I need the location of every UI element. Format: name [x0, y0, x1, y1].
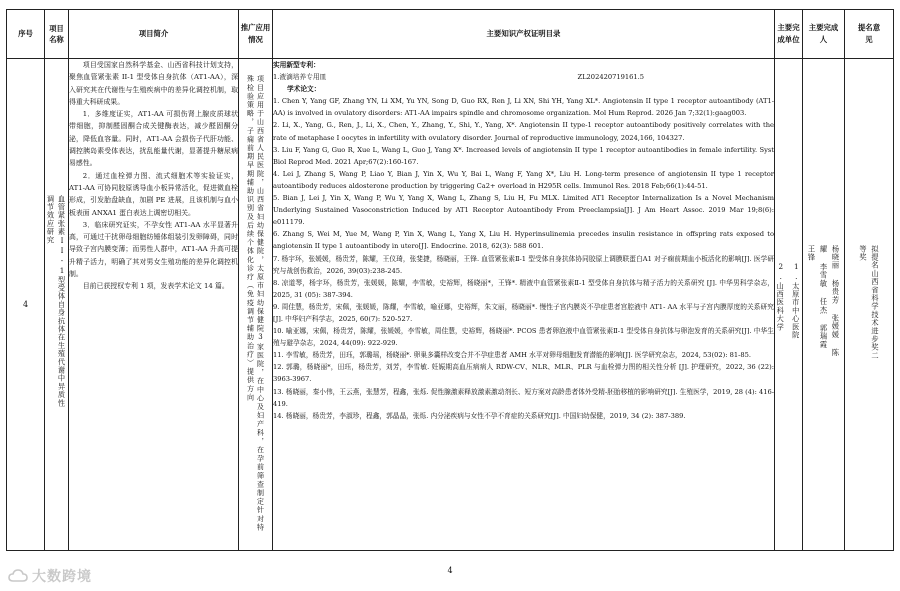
unit-1: 1.太原市中心医院 [791, 261, 801, 339]
paper-item: 14. 杨晓丽，杨贵芳，李淑珍，程鑫，郭晶晶，张烁. 内分泌疾病与女性不孕不育症的关系研究[J]. 中国妇幼保健，2019, 34 (2): 387-389. [273, 411, 686, 420]
patent-heading: 实用新型专利： [273, 61, 320, 69]
cloud-logo-icon [8, 569, 28, 583]
achievement-table [6, 9, 894, 551]
paper-item: 9. 周佳慧，杨贵芳，宋佩，张媛媛，陈耀，李雪敏，喻亚娜，史裕辉，朱文丽，杨晓丽*. 慢性子宫内膜炎不孕症患者宫腔液中 AT1- AA 水平与子宫内膜厚度的关系研究[J]. 中华妇产科学志，2025, 60(7): 520-527. [273, 302, 774, 323]
intro-paragraph: 3．临床研究证实，不孕女性 AT1-AA 水平显著升高，可通过干扰卵母细胞纺锤体组装引发卵障碍，同时导致子宫内膜变薄；而男性人群中，AT1-AA 升高可提升精子活力，明确了其对男女生殖功能的差异化调控机制。 [69, 220, 238, 279]
paper-item: 7. 杨宇环，张媛媛，杨贵芳，陈耀，王仪琦，张斐捷，杨晓丽，王锋. 血管紧张素Ⅱ-1 型受体自身抗体协同胶原上调膜联蛋白A1 对子痫前期血小板活化的影响[J]. 医学研究与战创伤救治，2026, 39(03):238-245. [273, 254, 774, 275]
paper-item: 3. Liu F, Yang G, Guo R, Xue L, Wang L, Guo J, Yang X*. Increased levels of angiotensin II type 1 receptor autoantibodies in female infertility. Syst Biol Reprod Med. 2021 Apr;67(2):160-167. [273, 145, 774, 166]
unit-2: 2.山西医科大学 [776, 261, 786, 331]
project-name: 血管紧张素II-1型受体自身抗体在生殖代谢中异质性调节效应研究 [46, 194, 67, 407]
patent-number: ZL202420719161.5 [577, 73, 644, 82]
header-person: 主要完成人 [803, 10, 845, 59]
patent-title: 1.液滴培养专用皿 [273, 73, 327, 82]
paper-item: 10. 喻亚娜，宋佩，杨贵芳，陈耀，张媛媛，李雪敏，周佳慧，史裕辉，杨晓丽*. PCOS 患者卵泡液中血管紧张素Ⅱ-1 型受体自身抗体与卵泡发育的关系研究[J]. 中华生殖与避孕杂志，2024, 44(09): 922-929. [273, 327, 774, 348]
nominator-opinion: 拟提名山西省科学技术进步奖二等奖 [859, 244, 880, 360]
header-promo: 推广应用情况 [239, 10, 273, 59]
paper-item: 4. Lei J, Zhang S, Wang P, Liao Y, Bian J, Yin X, Wu Y, Bai L, Wang F, Yang X*, Liu H. Long-term presence of angiotensin II type 1 receptor autoantibody reduces aldosterone production by triggering Ca2+ overload in H295R cells. Immunol Res. 2018 Feb;66(1):44-51. [273, 169, 774, 190]
intro-paragraph: 1．多维度证实，AT1-AA 可损伤肾上腺皮质球状带细胞，抑制醛固酮合成关键酶表达，减少醛固酮分泌，降低血容量。同时，AT1-AA 会损伤子代肝功能、调控胰岛素受体表达，扰乱能量代谢，显著提升糖尿病易感性。 [69, 110, 238, 168]
table-row [7, 59, 894, 551]
page-number: 4 [447, 566, 453, 575]
persons-list: 杨晓丽 杨贵芳 张媛媛 陈耀 李雪敏 任杰 郭瑞霞 王锋 [807, 244, 841, 357]
intro-paragraph: 目前已获授权专利 1 项，发表学术论文 14 篇。 [82, 282, 229, 291]
header-name: 项目名称 [45, 10, 69, 59]
intro-paragraph: 项目受国家自然科学基金、山西省科技计划支持，聚焦血管紧张素 II-1 型受体自身抗体（AT1-AA），深入研究其在代谢性与生殖疾病中的差异化调控机制，取得重大科研成果。 [69, 61, 238, 106]
promotion-cell [239, 59, 273, 551]
watermark-text: 大数跨境 [32, 569, 92, 585]
persons-cell [803, 59, 845, 551]
papers-heading: 学术论文： [287, 85, 321, 94]
paper-item: 13. 杨晓丽，秦小伟，王云燕，张慧芳，程鑫，张烁. 促性腺激素释放激素激动剂长、短方案对高龄患者体外受精-胚胎移植的影响研究[J]. 生殖医学，2019, 28 (4): 416-419. [273, 387, 774, 408]
patent-entry [273, 71, 774, 83]
header-no: 序号 [7, 10, 45, 59]
paper-item: 12. 郭璐，杨晓丽*，田珏，杨贵芳，刘芳，李雪敏. 妊娠期高血压病病人 RDW-CV、NLR、MLR、PLR 与血栓弹力图的相关性分析 [J]. 护理研究，2022, 36 (22): 3963-3967. [273, 363, 774, 384]
header-row [7, 10, 894, 59]
nominator-cell [845, 59, 894, 551]
header-nominator: 提名意见 [845, 10, 894, 59]
watermark [8, 566, 92, 586]
paper-item: 8. 凉道琴，杨宇环，杨贵芳，张媛媛，陈耀，李雪敏，史裕辉，杨晓丽*，王锋*. 精液中血管紧张素Ⅱ-1 型受体自身抗体与精子活力的关系研究 [J]. 中华男科学杂志，2025, 31 (05): 387-394. [273, 278, 774, 299]
project-name-cell [45, 59, 69, 551]
intro-paragraph: 2．通过血栓弹力图、流式细胞术等实验证实，AT1-AA 可协同胶原诱导血小板异常活化，促进微血栓形成，引发胎盘缺血，加剧 PE 进展，且该机制与血小板表面 ANXA1 蛋白表达上调密切相关。 [69, 171, 238, 217]
units-cell [775, 59, 803, 551]
promotion-text: 项目应用于山西省人民医院，山西省妇幼保健院，太原市妇幼保健院3家医院，在中心及妇产科，在孕前筛查制定针对特殊检验策略，子痫前期早期辅助识别及后续个体化诊疗（免疫调节辅助治疗）提供方向 [246, 75, 265, 532]
header-ip: 主要知识产权证明目录 [273, 10, 775, 59]
header-unit: 主要完成单位 [775, 10, 803, 59]
paper-item: 1. Chen Y, Yang GF, Zhang YN, Li XM, Yu YN, Song D, Guo RX, Ren J, Li XN, Shi YH, Yang XL*. Angiotensin II type 1 receptor autoantibody (AT1-AA) is involved in ovulatory disorders: AT1-AA impairs spindle and chromosome organization. Mol Hum Reprod. 2026 Jan 7;32(1):gaag003. [273, 97, 774, 118]
ip-list [273, 59, 775, 551]
paper-item: 6. Zhang S, Wei M, Yue M, Wang P, Yin X, Wang L, Yang X, Liu H. Hyperinsulinemia precedes insulin resistance in offspring rats exposed to angiotensin II type 1 autoantibody in utero[J]. Endocrine. 2018, 62(3): 588 601. [273, 230, 774, 251]
paper-item: 2. Li, X., Yang, G., Ren, J., Li, X., Chen, Y., Zhang, Y., Shi, Y., Yang, X*. Angiotensin II type-1 receptor autoantibody positively correlates with the rate of metaphase I oocytes in infertility with ovulatory disorder. Journal of reproductive immunology, 2024,166, 104327. [273, 121, 774, 142]
header-intro: 项目简介 [69, 10, 239, 59]
project-intro [69, 59, 239, 551]
paper-item: 5. Bian J, Lei J, Yin X, Wang P, Wu Y, Yang X, Wang L, Zhang S, Liu H, Fu MLX. Limited AT1 Receptor Internalization Is a Novel Mechanism Underlying Sustained Vasoconstriction Induced by AT1 Receptor Autoantibody From Preeclampsia[J]. J Am Heart Assoc. 2019 Mar 19;8(6): e011179. [273, 194, 774, 227]
paper-item: 11. 李雪敏，杨贵芳，田珏，郭璐瑶，杨晓丽*. 卵巢多囊样改变合并不孕症患者 AMH 水平对卵母细胞发育潜能的影响[J]. 医学研究杂志，2024, 53(02): 81-85. [273, 351, 751, 360]
row-number: 4 [7, 59, 45, 551]
